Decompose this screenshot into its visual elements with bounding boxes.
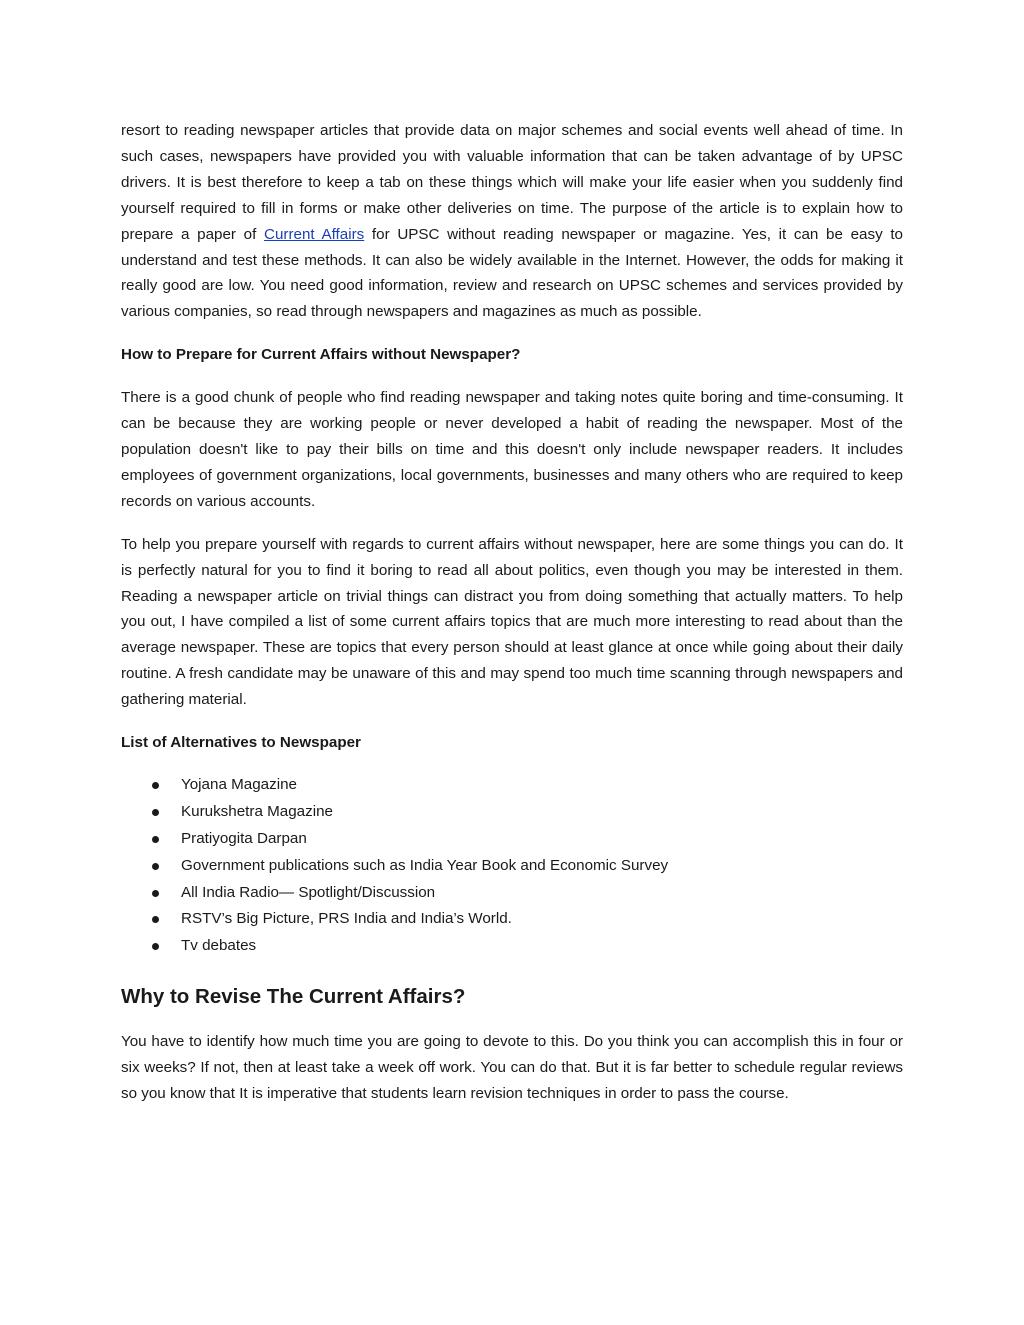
alternatives-list bbox=[121, 772, 903, 960]
prepare-paragraph-1: There is a good chunk of people who find reading newspaper and taking notes quite boring and time-consuming. It can be because they are working people or never developed a habit of reading the newspaper. Most of the population doesn't like to pay their bills on time and this doesn't only include newspaper readers. It includes employees of government organizations, local governments, businesses and many others who are required to keep records on various accounts. bbox=[121, 389, 903, 510]
list-item bbox=[121, 933, 903, 960]
list-item-label: Yojana Magazine bbox=[181, 775, 297, 793]
list-item bbox=[121, 799, 903, 826]
bullet-icon bbox=[152, 890, 159, 897]
bullet-icon bbox=[152, 916, 159, 923]
section-heading-revise: Why to Revise The Current Affairs? bbox=[121, 985, 466, 1009]
list-item bbox=[121, 880, 903, 907]
list-item-label: Government publications such as India Year Book and Economic Survey bbox=[181, 856, 669, 874]
list-item bbox=[121, 772, 903, 799]
intro-text-after-link: for UPSC without reading newspaper or magazine. Yes, it can be easy to understand and test these methods. It can also be widely available in the Internet. However, the odds for making it really good are low. You need good information, review and research on UPSC schemes and services provided by various companies, so read through newspapers and magazines as much as possible. bbox=[121, 225, 904, 321]
list-item-label: Kurukshetra Magazine bbox=[181, 802, 333, 820]
bullet-icon bbox=[152, 863, 159, 870]
list-item bbox=[121, 853, 903, 880]
section-title-alternatives: List of Alternatives to Newspaper bbox=[121, 734, 361, 752]
list-item-label: All India Radio— Spotlight/Discussion bbox=[181, 883, 436, 901]
section-title-prepare: How to Prepare for Current Affairs without Newspaper? bbox=[121, 346, 521, 364]
current-affairs-link[interactable]: Current Affairs bbox=[264, 225, 365, 243]
prepare-paragraph-2: To help you prepare yourself with regards to current affairs without newspaper, here are some things you can do. It is perfectly natural for you to find it boring to read all about politics, even though you may be interested in them. Reading a newspaper article on trivial things can distract you from doing something that actually matters. To help you out, I have compiled a list of some current affairs topics that are much more interesting to read about than the average newspaper. These are topics that every person should at least glance at once while going about their daily routine. A fresh candidate may be unaware of this and may spend too much time scanning through newspapers and gathering material. bbox=[121, 535, 903, 709]
list-item-label: Tv debates bbox=[181, 937, 257, 955]
list-item-label: Pratiyogita Darpan bbox=[181, 829, 307, 847]
bullet-icon bbox=[152, 943, 159, 950]
document-page bbox=[121, 118, 903, 1107]
bullet-icon bbox=[152, 782, 159, 789]
list-item bbox=[121, 906, 903, 933]
intro-text-before-link: resort to reading newspaper articles that provide data on major schemes and social events well ahead of time. In such cases, newspapers have provided you with valuable information that can be taken advantage of by UPSC drivers. It is best therefore to keep a tab on these things which will make your life easier when you suddenly find yourself required to fill in forms or make other deliveries on time. The purpose of the article is to explain how to prepare a paper of bbox=[121, 122, 903, 243]
bullet-icon bbox=[152, 836, 159, 843]
bullet-icon bbox=[152, 809, 159, 816]
list-item bbox=[121, 826, 903, 853]
intro-paragraph bbox=[121, 118, 903, 325]
list-item-label: RSTV’s Big Picture, PRS India and India’s World. bbox=[181, 910, 512, 928]
revise-paragraph: You have to identify how much time you are going to devote to this. Do you think you can accomplish this in four or six weeks? If not, then at least take a week off work. You can do that. But it is far better to schedule regular reviews so you know that It is imperative that students learn revision techniques in order to pass the course. bbox=[121, 1033, 903, 1102]
